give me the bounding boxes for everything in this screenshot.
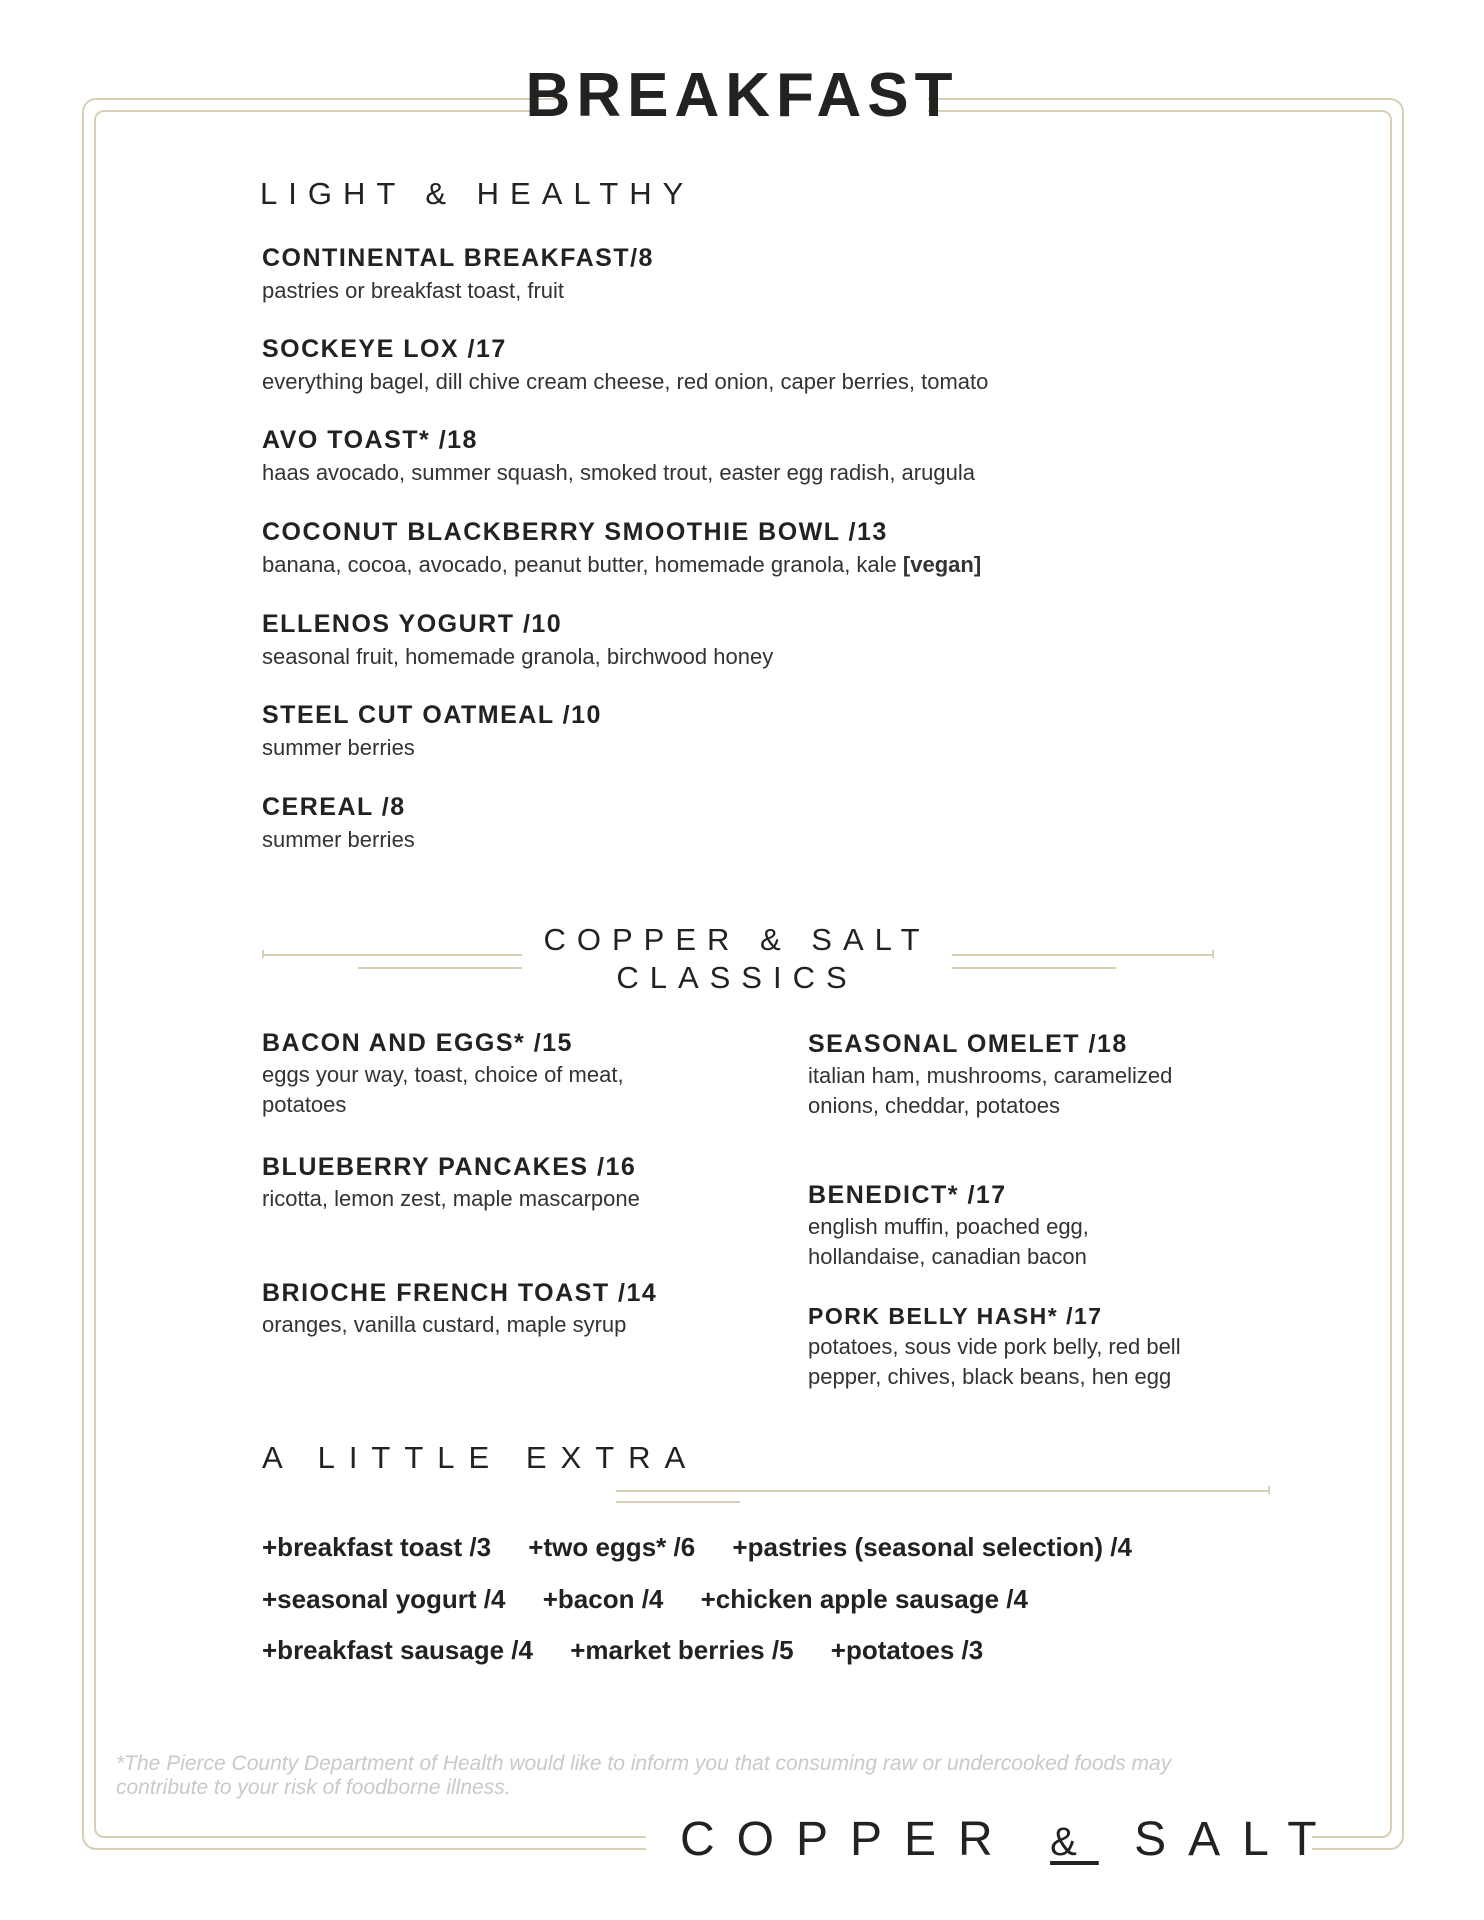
menu-item xyxy=(808,1303,1188,1392)
brand-left: COPPER xyxy=(680,1813,1015,1866)
item-name: ELLENOS YOGURT /10 xyxy=(262,610,563,638)
divider-line xyxy=(952,967,1116,969)
extras-row xyxy=(262,1584,1058,1615)
item-desc: summer berries xyxy=(262,827,415,852)
extra-item: +breakfast toast /3 xyxy=(262,1532,492,1562)
item-name: SEASONAL OMELET /18 xyxy=(808,1030,1128,1058)
menu-item xyxy=(262,244,654,306)
divider-line xyxy=(262,954,522,956)
divider-line xyxy=(358,967,522,969)
item-name: PORK BELLY HASH* /17 xyxy=(808,1303,1103,1329)
item-desc: ricotta, lemon zest, maple mascarpone xyxy=(262,1186,640,1211)
vegan-tag: [vegan] xyxy=(902,552,982,577)
menu-item xyxy=(262,335,988,397)
item-name: CEREAL /8 xyxy=(262,793,406,821)
divider-tick xyxy=(1212,950,1214,958)
item-name: BLUEBERRY PANCAKES /16 xyxy=(262,1153,637,1181)
item-desc: seasonal fruit, homemade granola, birchwood honey xyxy=(262,644,774,669)
brand-logo xyxy=(680,1812,1339,1867)
classics-heading-line2: CLASSICS xyxy=(616,960,858,995)
menu-item xyxy=(262,1029,682,1120)
item-name: BENEDICT* /17 xyxy=(808,1181,1007,1209)
divider-tick xyxy=(262,950,264,958)
item-desc: english muffin, poached egg, hollandaise, canadian bacon xyxy=(808,1214,1089,1269)
menu-item xyxy=(808,1030,1188,1121)
divider-line xyxy=(616,1501,740,1503)
extra-item: +bacon /4 xyxy=(542,1584,664,1614)
health-disclaimer: *The Pierce County Department of Health would like to inform you that consuming raw or undercooked foods may contribute to your risk of foodborne illness. xyxy=(116,1752,1172,1799)
menu-item xyxy=(262,426,975,488)
item-desc: italian ham, mushrooms, caramelized onions, cheddar, potatoes xyxy=(808,1063,1173,1118)
divider-tick xyxy=(1268,1486,1270,1494)
brand-amp: & xyxy=(1050,1820,1099,1864)
divider-line xyxy=(616,1490,1270,1492)
item-desc: pastries or breakfast toast, fruit xyxy=(262,278,565,303)
menu-item xyxy=(262,610,773,672)
item-name: SOCKEYE LOX /17 xyxy=(262,335,507,363)
light-healthy-heading: LIGHT & HEALTHY xyxy=(260,176,695,211)
extra-item: +market berries /5 xyxy=(570,1635,794,1665)
menu-item xyxy=(262,701,602,763)
item-desc xyxy=(262,550,981,580)
extras-heading: A LITTLE EXTRA xyxy=(262,1440,700,1475)
extra-item: +chicken apple sausage /4 xyxy=(700,1584,1028,1614)
page-title: BREAKFAST xyxy=(525,61,959,130)
extra-item: +two eggs* /6 xyxy=(528,1532,696,1562)
extra-item: +breakfast sausage /4 xyxy=(262,1635,533,1665)
item-desc: oranges, vanilla custard, maple syrup xyxy=(262,1312,627,1337)
extra-item: +pastries (seasonal selection) /4 xyxy=(732,1532,1132,1562)
item-name: BACON AND EGGS* /15 xyxy=(262,1029,573,1057)
item-desc: summer berries xyxy=(262,735,415,760)
extras-row xyxy=(262,1635,1013,1666)
menu-item xyxy=(262,1279,682,1340)
menu-item xyxy=(262,1153,682,1214)
item-desc: eggs your way, toast, choice of meat, potatoes xyxy=(262,1062,624,1117)
brand-right: SALT xyxy=(1134,1813,1339,1866)
item-name: COCONUT BLACKBERRY SMOOTHIE BOWL /13 xyxy=(262,518,888,546)
item-name: AVO TOAST* /18 xyxy=(262,426,478,454)
item-name: CONTINENTAL BREAKFAST/8 xyxy=(262,244,654,272)
item-desc: potatoes, sous vide pork belly, red bell pepper, chives, black beans, hen egg xyxy=(808,1334,1181,1389)
divider-line xyxy=(952,954,1212,956)
item-desc-text: banana, cocoa, avocado, peanut butter, homemade granola, kale xyxy=(262,552,903,577)
menu-item xyxy=(262,793,415,855)
menu-item xyxy=(808,1181,1188,1272)
item-desc: haas avocado, summer squash, smoked trout, easter egg radish, arugula xyxy=(262,460,975,485)
classics-heading-line1: COPPER & SALT xyxy=(543,922,931,957)
extras-row xyxy=(262,1532,1162,1563)
item-name: STEEL CUT OATMEAL /10 xyxy=(262,701,602,729)
item-name: BRIOCHE FRENCH TOAST /14 xyxy=(262,1279,658,1307)
menu-item xyxy=(262,518,981,580)
extra-item: +seasonal yogurt /4 xyxy=(262,1584,506,1614)
item-desc: everything bagel, dill chive cream cheese, red onion, caper berries, tomato xyxy=(262,369,989,394)
extra-item: +potatoes /3 xyxy=(830,1635,984,1665)
